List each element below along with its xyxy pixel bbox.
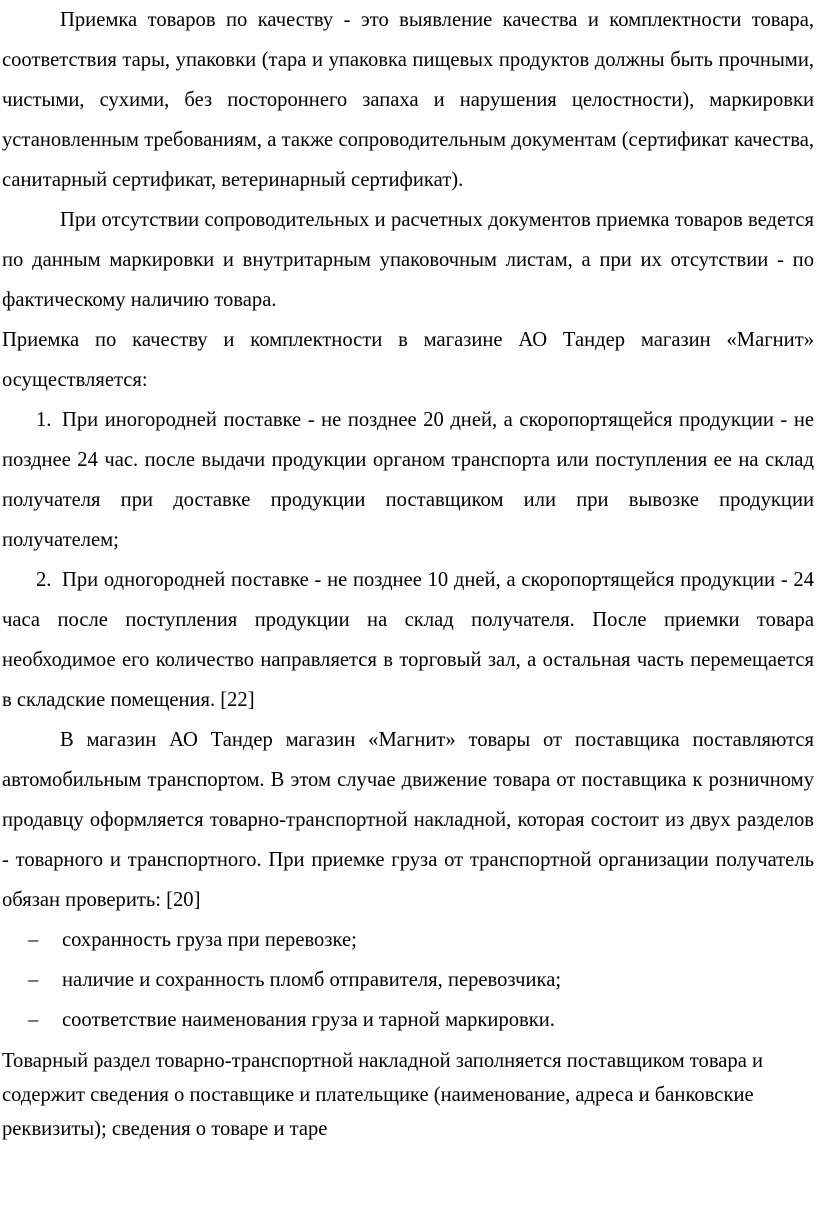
dash-item-text: сохранность груза при перевозке; <box>62 929 357 951</box>
list-number: 1. <box>36 409 52 431</box>
dash-bullet-icon: – <box>28 929 39 951</box>
dash-item-2 <box>2 960 814 1000</box>
list-item-2 <box>2 560 814 720</box>
dash-item-3 <box>2 1000 814 1040</box>
paragraph-missing-documents: При отсутствии сопроводительных и расчетных документов приемка товаров ведется по данным маркировки и внутритарным упаковочным листам, а при их отсутствии - по фактическому наличию товара. <box>2 209 814 311</box>
dash-item-text: наличие и сохранность пломб отправителя, перевозчика; <box>62 969 562 991</box>
list-item-text: При одногородней поставке - не позднее 10 дней, а скоропортящейся продукции - 24 часа после поступления продукции на склад получателя. После приемки товара необходимое его количество направляется в торговый зал, а остальная часть перемещается в складские помещения. [22] <box>2 569 814 711</box>
paragraph-goods-section: Товарный раздел товарно-транспортной накладной заполняется поставщиком товара и содержит сведения о поставщике и плательщике (наименование, адреса и банковские реквизиты); сведения о товаре и таре <box>2 1050 764 1140</box>
list-item-1 <box>2 400 814 560</box>
list-number: 2. <box>36 569 52 591</box>
paragraph-quality-acceptance: Приемка товаров по качеству - это выявление качества и комплектности товара, соответствия тары, упаковки (тара и упаковка пищевых продуктов должны быть прочными, чистыми, сухими, без постороннего запаха и нарушения целостности), маркировки установленным требованиям, а также сопроводительным документам (сертификат качества, санитарный сертификат, ветеринарный сертификат). <box>2 9 814 191</box>
list-item-text: При иногородней поставке - не позднее 20 дней, а скоропортящейся продукции - не позднее 24 час. после выдачи продукции органом транспорта или поступления ее на склад получателя при доставке продукции поставщиком или при вывозке продукции получателем; <box>2 409 814 551</box>
paragraph-transport: В магазин АО Тандер магазин «Магнит» товары от поставщика поставляются автомобильным транспортом. В этом случае движение товара от поставщика к розничному продавцу оформляется товарно-транспортной накладной, которая состоит из двух разделов - товарного и транспортного. При приемке груза от транспортной организации получатель обязан проверить: [20] <box>2 729 814 911</box>
dash-bullet-icon: – <box>28 969 39 991</box>
paragraph-acceptance-intro: Приемка по качеству и комплектности в магазине АО Тандер магазин «Магнит» осуществляется: <box>2 329 814 391</box>
dash-item-1 <box>2 920 814 960</box>
dash-item-text: соответствие наименования груза и тарной маркировки. <box>62 1009 555 1031</box>
dash-bullet-icon: – <box>28 1009 39 1031</box>
